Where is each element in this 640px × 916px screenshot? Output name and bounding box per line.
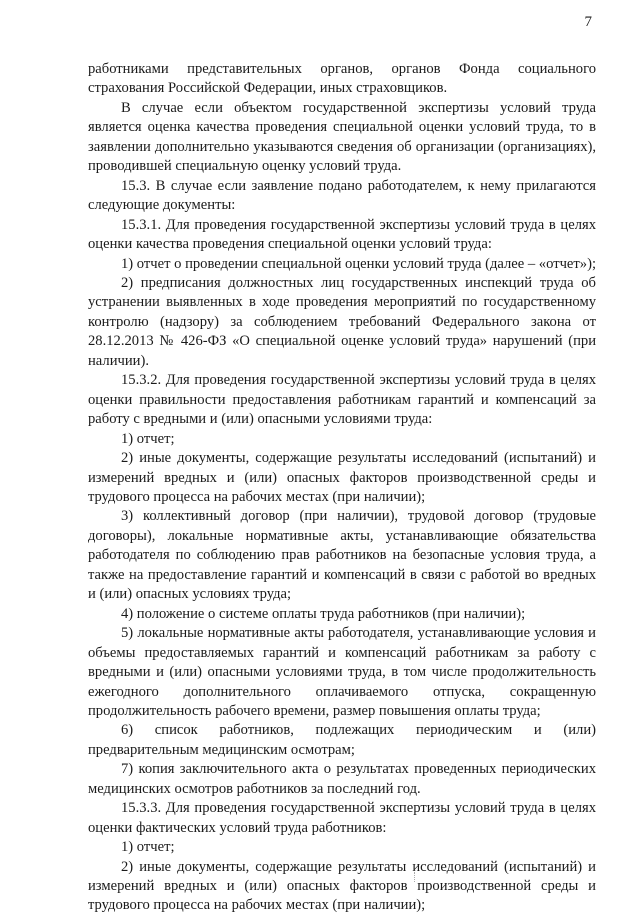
list-item-15-3-2-2: 2) иные документы, содержащие результаты исследований (испытаний) и измерений вредных и (или) опасных факторов производственной среды и трудового процесса на рабочих местах (при наличии); <box>88 450 596 505</box>
list-item-15-3-2-5: 5) локальные нормативные акты работодателя, устанавливающие условия и объемы предоставляемых гарантий и компенсаций работникам за работу с вредными и (или) опасными условиями труда, в том числе продолжительность ежегодного дополнительного оплачиваемого отпуска, сокращенную продолжительность рабочего времени, размер повышения оплаты труда; <box>88 625 596 719</box>
list-item-15-3-2-1: 1) отчет; <box>121 430 175 447</box>
document-body <box>88 60 596 916</box>
paragraph-continuation: работниками представительных органов, органов Фонда социального страхования Российской Федерации, иных страховщиков. <box>88 61 596 97</box>
page-number: 7 <box>584 14 592 30</box>
list-item-15-3-3-2: 2) иные документы, содержащие результаты исследований (испытаний) и измерений вредных и (или) опасных факторов производственной среды и трудового процесса на рабочих местах (при наличии); <box>88 858 596 914</box>
paragraph-15-3-3: 15.3.3. Для проведения государственной экспертизы условий труда в целях оценки фактических условий труда работников: <box>88 800 596 836</box>
scan-artifact-mark <box>414 872 416 882</box>
paragraph-15-3-2: 15.3.2. Для проведения государственной экспертизы условий труда в целях оценки правильности предоставления работникам гарантий и компенсаций за работу с вредными и (или) опасными условиями труда: <box>88 372 596 428</box>
list-item-15-3-3-1: 1) отчет; <box>121 839 175 856</box>
list-item-15-3-2-6: 6) список работников, подлежащих периодическим и (или) предварительным медицинским осмотрам; <box>88 722 596 758</box>
list-item-15-3-2-7: 7) копия заключительного акта о результатах проведенных периодических медицинских осмотров работников за последний год. <box>88 761 596 797</box>
list-item-15-3-2-4: 4) положение о системе оплаты труда работников (при наличии); <box>121 605 526 622</box>
list-item-15-3-1-1: 1) отчет о проведении специальной оценки условий труда (далее – «отчет»); <box>121 255 596 272</box>
list-item-15-3-2-3: 3) коллективный договор (при наличии), трудовой договор (трудовые договоры), локальные нормативные акты, устанавливающие обязательства работодателя по соблюдению прав работников на безопасные условия труда, а также на предоставление гарантий и компенсаций в связи с работой во вредных и (или) опасных условиях труда; <box>88 508 596 603</box>
paragraph-15-3: 15.3. В случае если заявление подано работодателем, к нему прилагаются следующие документы: <box>88 177 596 214</box>
paragraph-15-3-1: 15.3.1. Для проведения государственной экспертизы условий труда в целях оценки качества проведения специальной оценки условий труда: <box>88 216 596 253</box>
list-item-15-3-1-2: 2) предписания должностных лиц государственных инспекций труда об устранении выявленных в ходе проведения мероприятий по государственному контролю (надзору) за соблюдением требований Федерального закона от 28.12.2013 № 426-ФЗ «О специальной оценке условий труда» нарушений (при наличии). <box>88 274 596 369</box>
paragraph-expertise-object: В случае если объектом государственной экспертизы условий труда является оценка качества проведения специальной оценки условий труда, то в заявлении дополнительно указываются сведения об организации (организациях), проводившей специальную оценку условий труда. <box>88 99 596 175</box>
